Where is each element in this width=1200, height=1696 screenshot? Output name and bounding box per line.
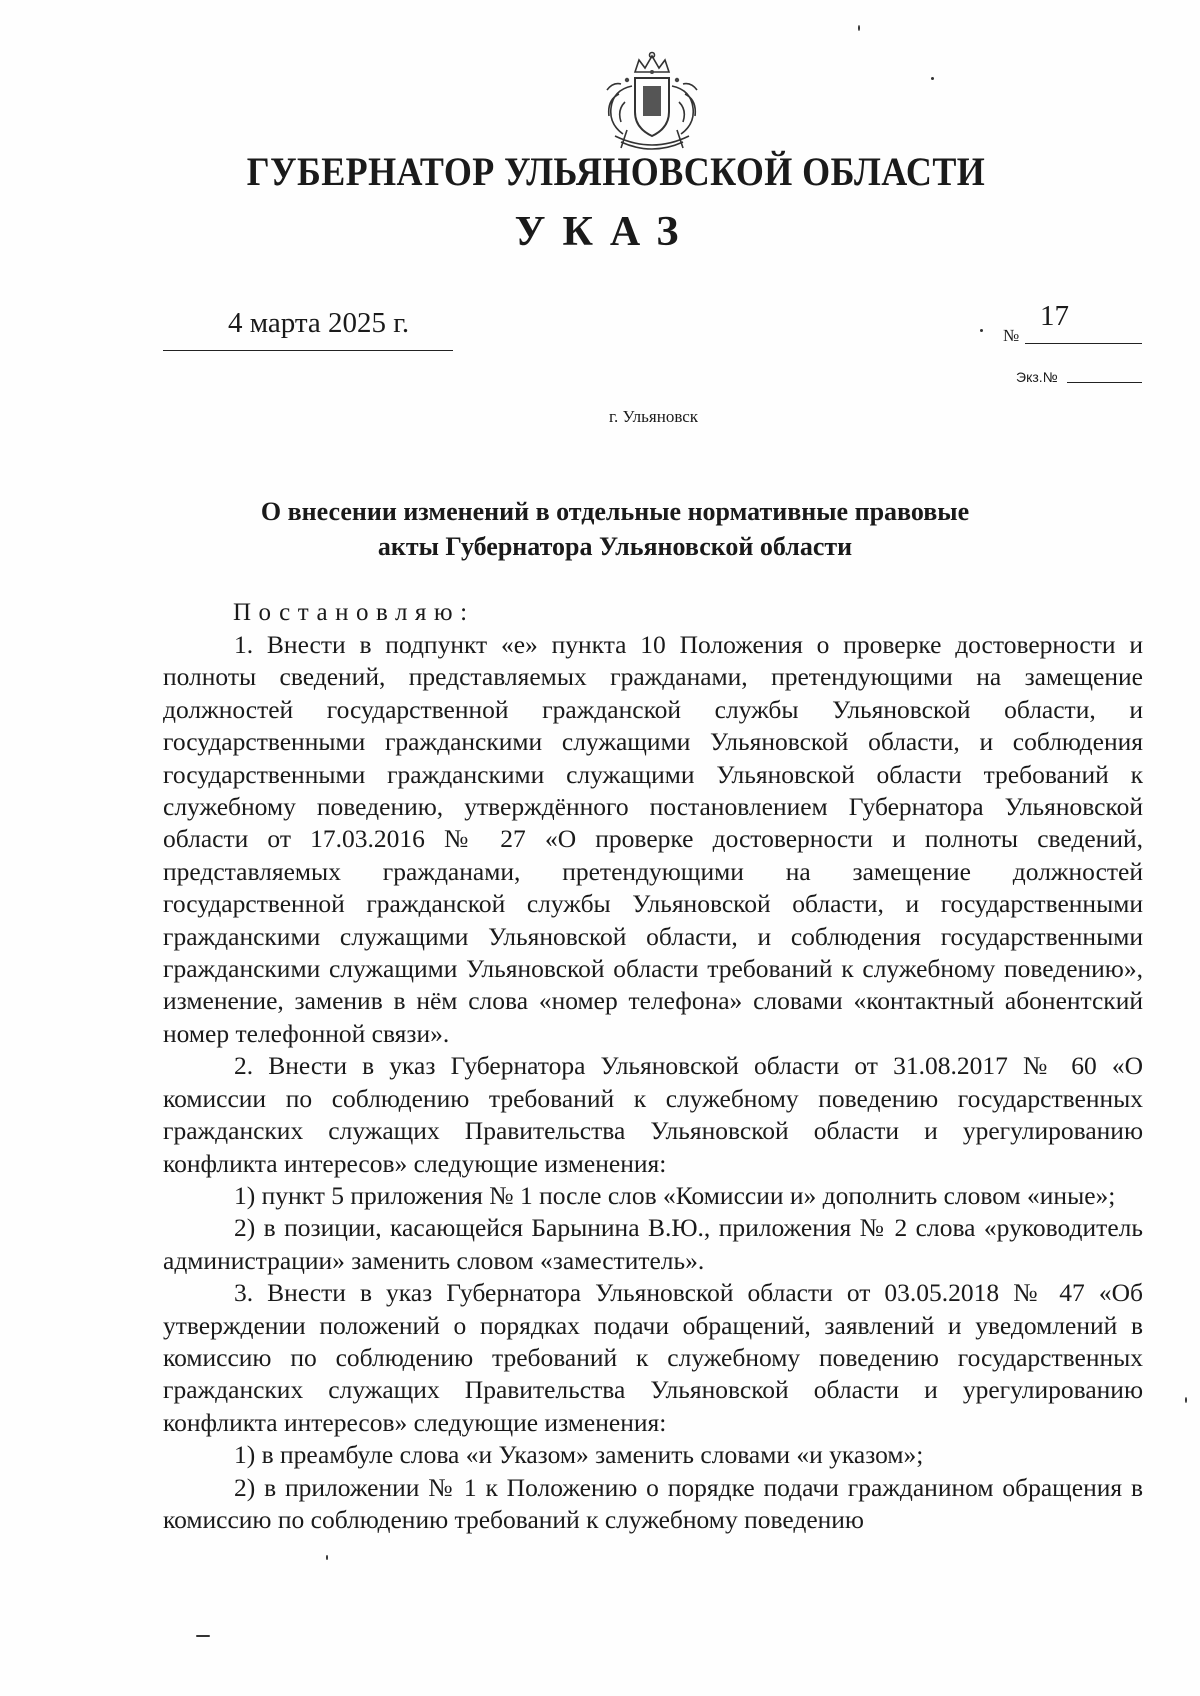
number-label: № xyxy=(1003,326,1020,345)
scan-speck xyxy=(1185,1397,1187,1403)
document-type-title: УКАЗ xyxy=(514,209,696,255)
paragraph-1: 1. Внести в подпункт «е» пункта 10 Положения о проверке достоверности и полноты сведений, представляемых гражданами, претендующими на замещение должностей государственной гражданской службы Ульяновской области, и государственными гражданскими служащими Ульяновской области, и соблюдения государственными гражданскими служащими Ульяновской области требований к служебному поведению, утверждённого постановлением Губернатора Ульяновской области от 17.03.2016 № 27 «О проверке достоверности и полноты сведений, представляемых гражданами, претендующими на замещение должностей государственной гражданской службы Ульяновской области, и государственными гражданскими служащими Ульяновской области, и соблюдения государственными гражданскими служащими Ульяновской области требований к служебному поведению», изменение, заменив в нём слова «номер телефона» словами «контактный абонентский номер телефонной связи». xyxy=(163,630,1143,1048)
scan-speck xyxy=(980,329,983,332)
coat-of-arms-icon xyxy=(599,50,705,154)
document-number: 17 xyxy=(1040,300,1069,332)
issue-city: г. Ульяновск xyxy=(609,407,699,426)
number-underline xyxy=(1025,343,1142,344)
scan-speck xyxy=(931,77,934,80)
document-body xyxy=(163,629,1143,1536)
copy-number-underline xyxy=(1067,382,1142,383)
paragraph-2: 2. Внести в указ Губернатора Ульяновской области от 31.08.2017 № 60 «О комиссии по соблюдению требований к служебному поведению государственных гражданских служащих Правительства Ульяновской области и урегулированию конфликта интересов» следующие изменения: xyxy=(163,1051,1143,1178)
document-subject: О внесении изменений в отдельные нормативные правовые акты Губернатора Ульяновской области xyxy=(260,497,970,561)
scan-speck xyxy=(196,1635,210,1637)
paragraph-2-2: 2) в позиции, касающейся Барынина В.Ю., приложения № 2 слова «руководитель администрации» заменить словом «заместитель». xyxy=(163,1213,1143,1275)
scan-speck xyxy=(326,1555,328,1560)
issuing-authority-title: ГУБЕРНАТОР УЛЬЯНОВСКОЙ ОБЛАСТИ xyxy=(246,149,986,194)
decree-word: Постановляю: xyxy=(233,599,475,626)
paragraph-3-1: 1) в преамбуле слова «и Указом» заменить словами «и указом»; xyxy=(234,1440,924,1470)
paragraph-3: 3. Внести в указ Губернатора Ульяновской области от 03.05.2018 № 47 «Об утверждении положений о порядках подачи обращений, заявлений и уведомлений в комиссию по соблюдению требований к служебному поведению государственных гражданских служащих Правительства Ульяновской области и урегулированию конфликта интересов» следующие изменения: xyxy=(163,1278,1143,1437)
paragraph-2-1: 1) пункт 5 приложения № 1 после слов «Комиссии и» дополнить словом «иные»; xyxy=(234,1180,1116,1210)
paragraph-3-2: 2) в приложении № 1 к Положению о порядке подачи гражданином обращения в комиссию по соблюдению требований к служебному поведению xyxy=(163,1472,1143,1534)
scan-speck xyxy=(858,25,860,31)
date-underline xyxy=(163,350,453,351)
document-date: 4 марта 2025 г. xyxy=(228,307,410,339)
copy-number-label: Экз.№ xyxy=(1016,369,1058,385)
coat-of-arms-emblem xyxy=(599,50,705,154)
